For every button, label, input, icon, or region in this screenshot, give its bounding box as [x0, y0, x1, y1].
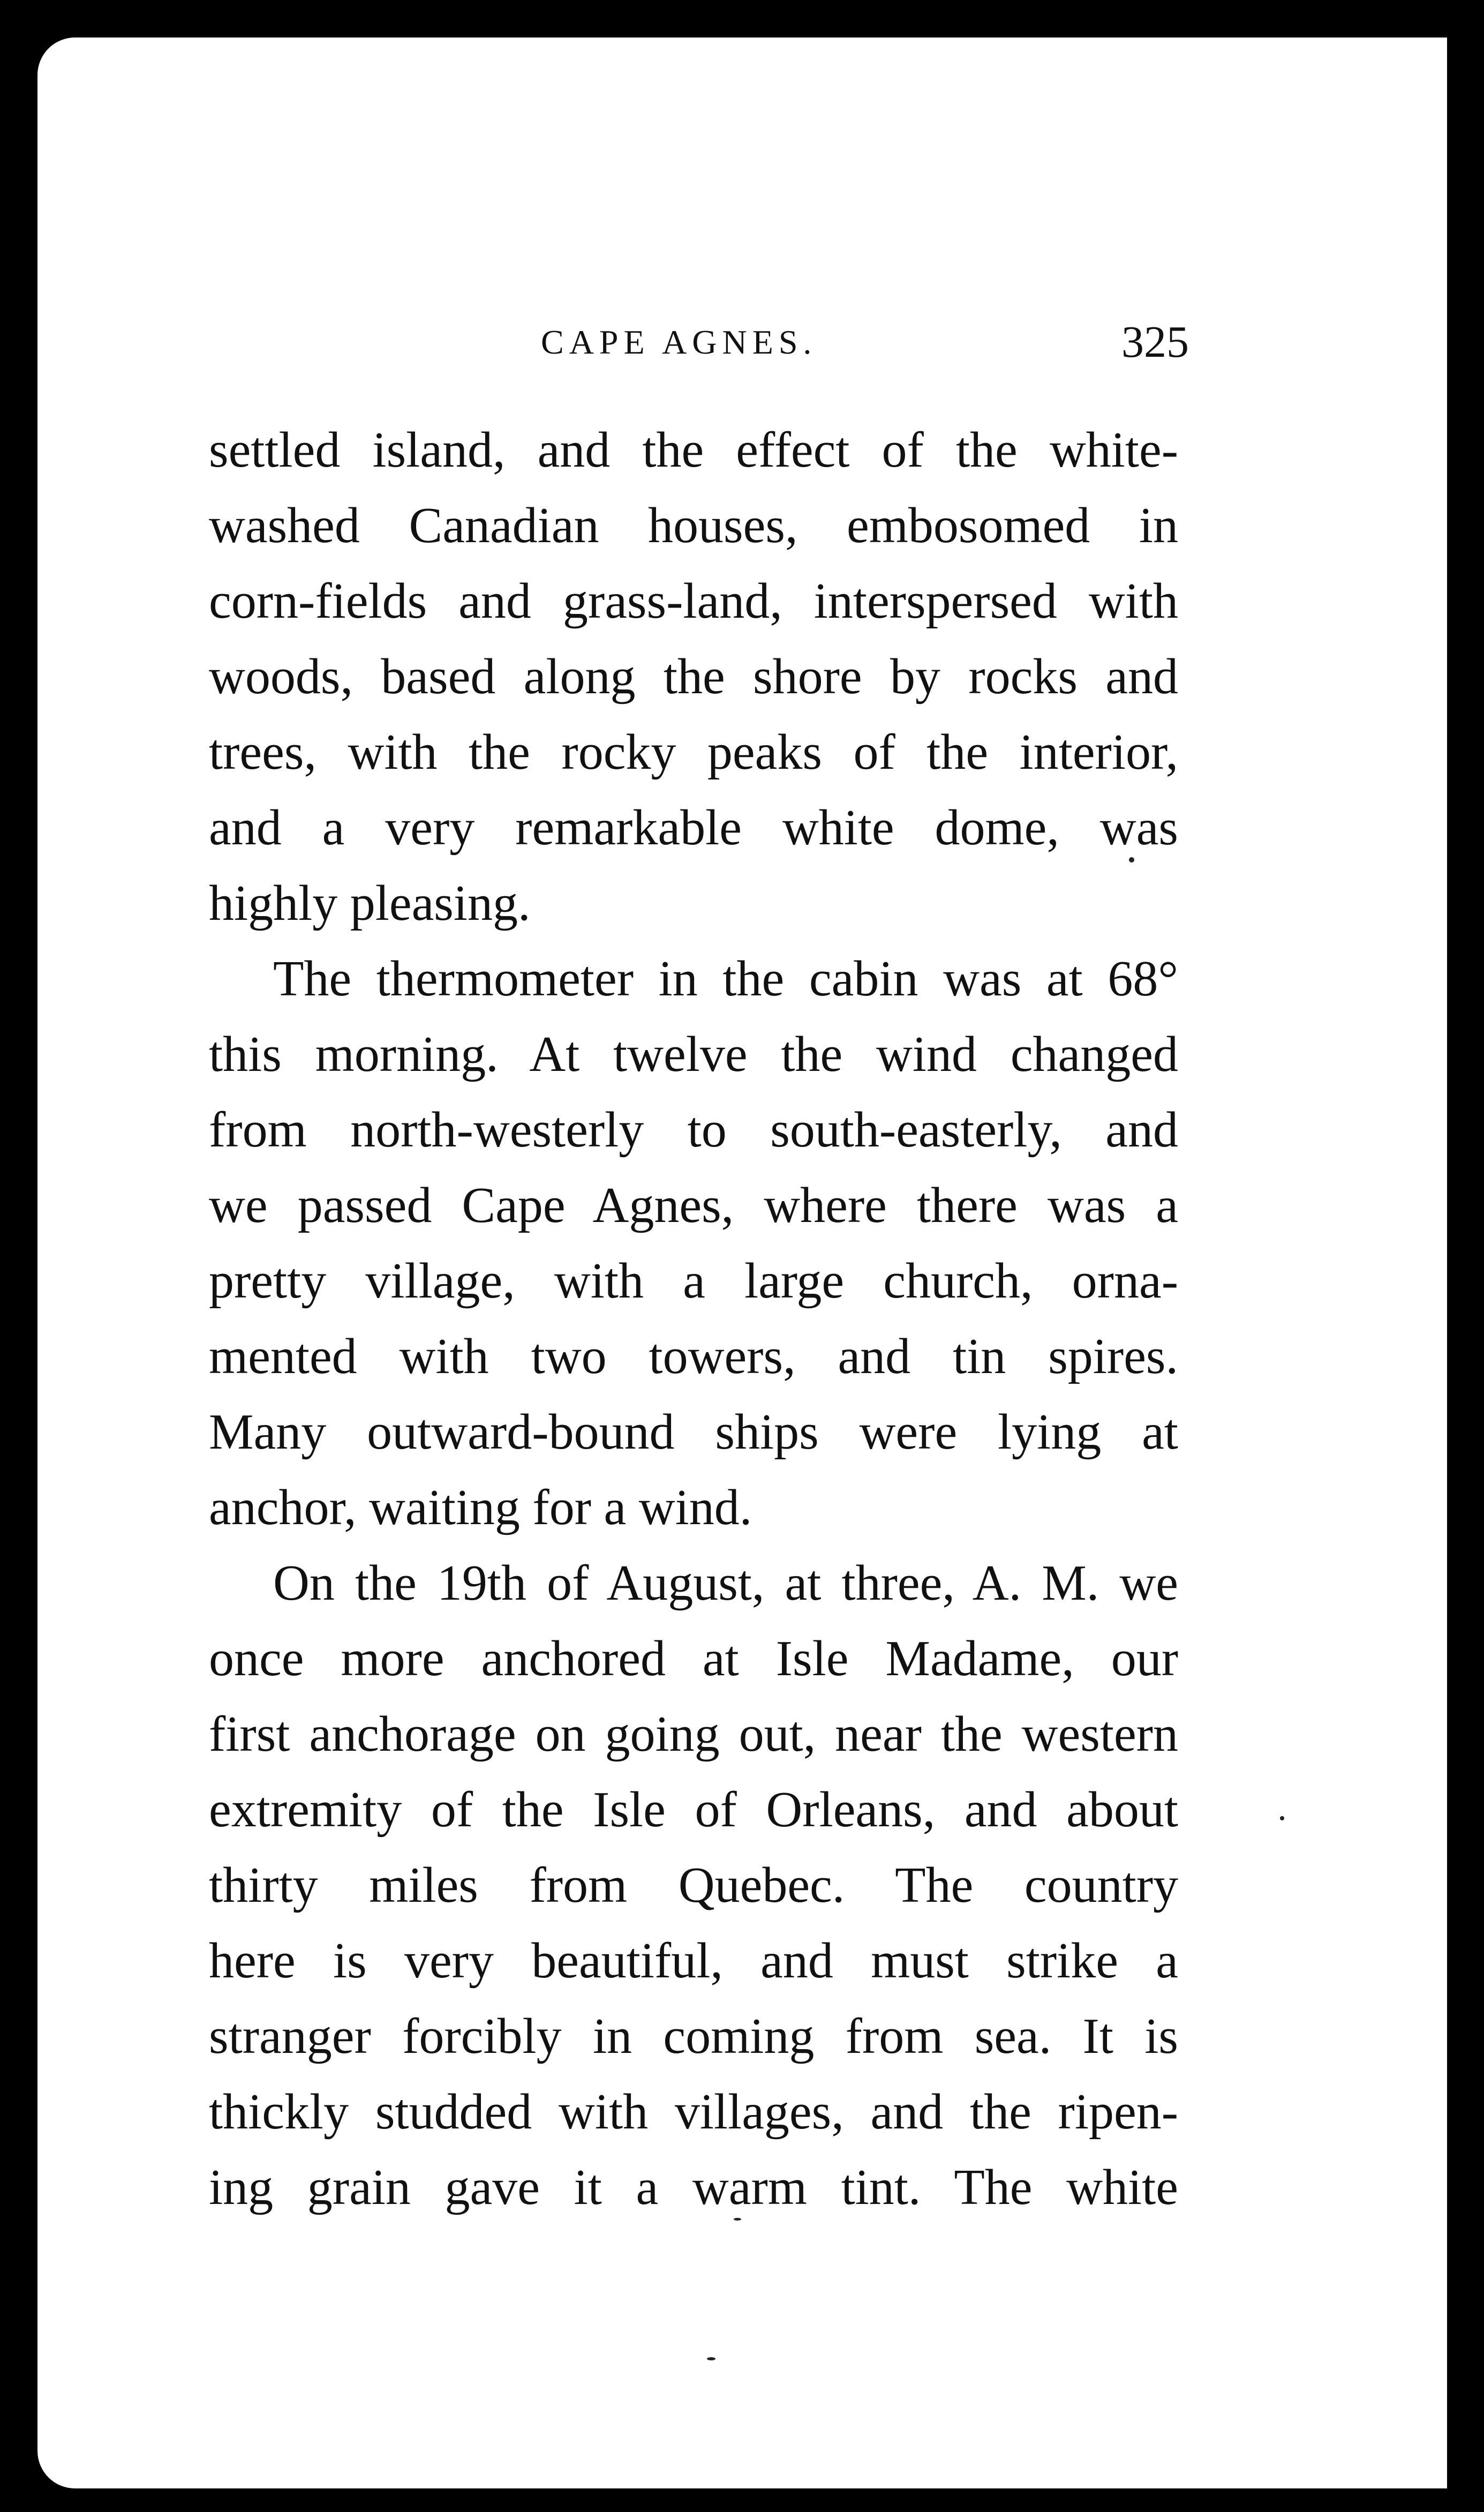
text-line: Many outward-bound ships were lying at — [209, 1404, 1178, 1460]
page-number: 325 — [1121, 317, 1189, 367]
text-line: thickly studded with villages, and the ripen- — [209, 2084, 1178, 2140]
scan-speck — [1280, 1816, 1284, 1820]
body-text — [209, 413, 1178, 2225]
text-line: anchor, waiting for a wind. — [209, 1480, 752, 1535]
scan-speck — [707, 2357, 715, 2360]
paragraph-1 — [209, 413, 1178, 941]
text-line: once more anchored at Isle Madame, our — [209, 1631, 1178, 1686]
text-line: pretty village, with a large church, orna- — [209, 1253, 1178, 1309]
text-line: washed Canadian houses, embosomed in — [209, 498, 1178, 553]
text-line: thirty miles from Quebec. The country — [209, 1857, 1178, 1913]
text-line: ing grain gave it a warm tint. The white — [209, 2159, 1178, 2215]
book-page — [37, 38, 1447, 2488]
text-line: and a very remarkable white dome, was — [209, 800, 1178, 856]
text-line: from north-westerly to south-easterly, and — [209, 1102, 1178, 1158]
text-line: mented with two towers, and tin spires. — [209, 1329, 1178, 1384]
text-line: settled island, and the effect of the white- — [209, 422, 1178, 478]
text-line: woods, based along the shore by rocks and — [209, 649, 1178, 704]
text-line: stranger forcibly in coming from sea. It is — [209, 2008, 1178, 2064]
text-line: corn-fields and grass-land, interspersed with — [209, 573, 1178, 629]
text-line: highly pleasing. — [209, 875, 531, 931]
text-line: extremity of the Isle of Orleans, and about — [209, 1782, 1178, 1838]
text-line: here is very beautiful, and must strike a — [209, 1933, 1178, 1989]
paragraph-2 — [209, 941, 1178, 1546]
running-head: CAPE AGNES. — [541, 323, 817, 361]
text-line: The thermometer in the cabin was at 68° — [273, 951, 1178, 1007]
text-line: On the 19th of August, at three, A. M. we — [273, 1555, 1178, 1611]
paragraph-3 — [209, 1546, 1178, 2225]
text-line: first anchorage on going out, near the western — [209, 1706, 1178, 1762]
page-header — [198, 316, 1189, 380]
text-line: trees, with the rocky peaks of the interior, — [209, 724, 1178, 780]
text-line: this morning. At twelve the wind changed — [209, 1026, 1178, 1082]
scan-speck — [734, 2218, 741, 2221]
text-line: we passed Cape Agnes, where there was a — [209, 1178, 1178, 1233]
scan-speck — [1129, 857, 1134, 863]
